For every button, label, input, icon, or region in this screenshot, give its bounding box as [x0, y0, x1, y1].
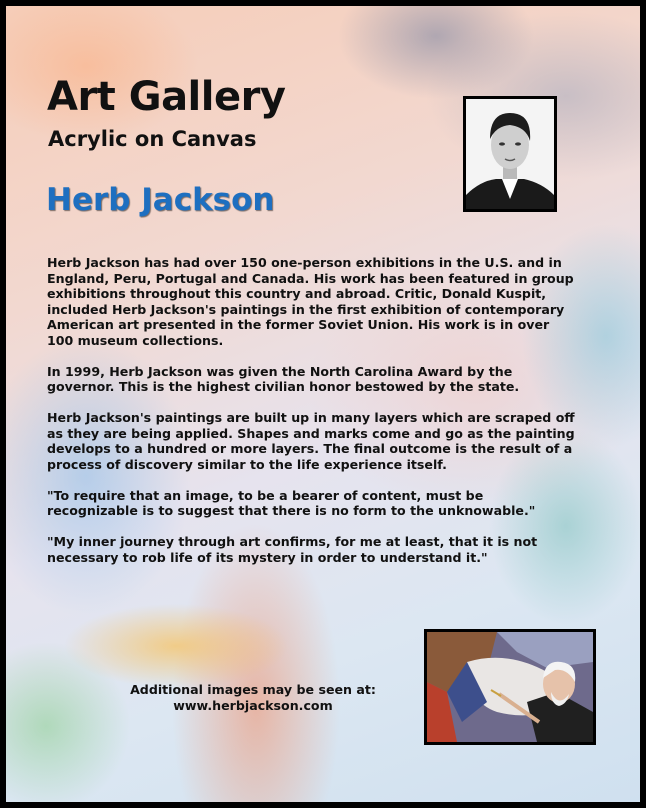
page-title: Art Gallery [47, 74, 286, 120]
bio-paragraph: Herb Jackson has had over 150 one-person exhibitions in the U.S. and in England, Peru, Portugal and Canada. His work has been featured in group exhibitions throughout this country and abroad. Critic, Donald Kuspit, included Herb Jackson's paintings in the first exhibition of contemporary American art presented in the former Soviet Union. His work is in over 100 museum collections. [47, 255, 574, 348]
gallery-flyer [6, 6, 640, 802]
bio-paragraph: Herb Jackson's paintings are built up in many layers which are scraped off as they are being applied. Shapes and marks come and go as the painting develops to a hundred or more layers. The final outcome is the result of a process of discovery similar to the life experience itself. [47, 410, 575, 472]
page-subtitle: Acrylic on Canvas [48, 127, 257, 151]
artist-name: Herb Jackson [46, 182, 275, 218]
artist-quote: "My inner journey through art confirms, for me at least, that it is not necessary to rob life of its mystery in order to understand it." [47, 534, 538, 565]
artist-painting-photo [424, 629, 596, 745]
bio-paragraph: In 1999, Herb Jackson was given the North Carolina Award by the governor. This is the highest civilian honor bestowed by the state. [47, 363, 520, 394]
additional-images-label: Additional images may be seen at: [130, 682, 376, 697]
additional-images-note [118, 682, 388, 714]
artist-biography [47, 255, 577, 581]
artist-quote: "To require that an image, to be a bearer of content, must be recognizable is to suggest that there is no form to the unknowable." [47, 487, 536, 518]
artist-portrait [463, 96, 557, 212]
website-link[interactable]: www.herbjackson.com [173, 698, 333, 713]
